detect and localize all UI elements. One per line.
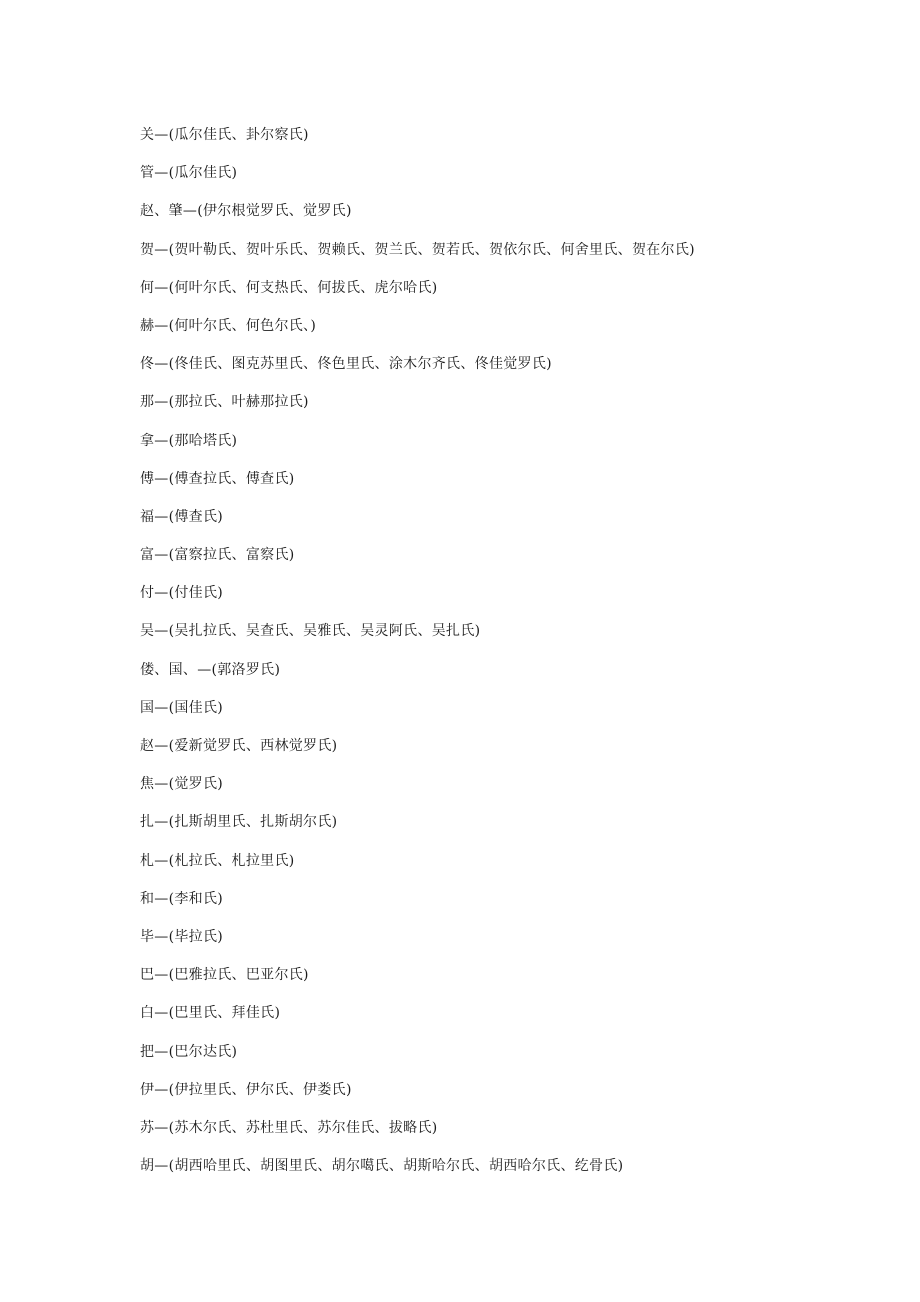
surname-entry: 焦—(觉罗氏) — [140, 776, 224, 793]
surname-entry: 扎—(扎斯胡里氏、扎斯胡尔氏) — [140, 814, 338, 831]
surname-entry: 毕—(毕拉氏) — [140, 928, 224, 945]
surname-entry: 付—(付佳氏) — [140, 585, 224, 602]
surname-list — [140, 116, 840, 1185]
surname-entry: 贺—(贺叶勒氏、贺叶乐氏、贺赖氏、贺兰氏、贺若氏、贺依尔氏、何舍里氏、贺在尔氏) — [140, 241, 695, 258]
surname-entry: 把—(巴尔达氏) — [140, 1043, 238, 1060]
surname-entry: 偻、国、—(郭洛罗氏) — [140, 661, 281, 678]
surname-entry: 傅—(傅查拉氏、傅查氏) — [140, 470, 295, 487]
surname-entry: 管—(瓜尔佳氏) — [140, 165, 238, 182]
surname-entry: 佟—(佟佳氏、图克苏里氏、佟色里氏、涂木尔齐氏、佟佳觉罗氏) — [140, 356, 552, 373]
surname-entry: 札—(札拉氏、札拉里氏) — [140, 852, 295, 869]
surname-entry: 关—(瓜尔佳氏、卦尔察氏) — [140, 127, 309, 143]
surname-entry: 赵、肇—(伊尔根觉罗氏、觉罗氏) — [140, 203, 352, 220]
surname-entry: 福—(傅查氏) — [140, 508, 224, 525]
surname-entry: 富—(富察拉氏、富察氏) — [140, 547, 295, 564]
surname-entry: 伊—(伊拉里氏、伊尔氏、伊娄氏) — [140, 1081, 352, 1098]
surname-entry: 何—(何叶尔氏、何支热氏、何拔氏、虎尔哈氏) — [140, 279, 438, 296]
surname-entry: 拿—(那哈塔氏) — [140, 432, 238, 449]
surname-entry: 吴—(吴扎拉氏、吴查氏、吴雅氏、吴灵阿氏、吴扎氏) — [140, 623, 481, 640]
surname-entry: 苏—(苏木尔氏、苏杜里氏、苏尔佳氏、拔略氏) — [140, 1119, 438, 1136]
surname-entry: 和—(李和氏) — [140, 890, 224, 907]
surname-entry: 胡—(胡西哈里氏、胡图里氏、胡尔噶氏、胡斯哈尔氏、胡西哈尔氏、纥骨氏) — [140, 1158, 624, 1175]
surname-entry: 白—(巴里氏、拜佳氏) — [140, 1005, 281, 1022]
surname-entry: 巴—(巴雅拉氏、巴亚尔氏) — [140, 967, 309, 984]
surname-entry: 赵—(爱新觉罗氏、西林觉罗氏) — [140, 738, 338, 754]
surname-entry: 那—(那拉氏、叶赫那拉氏) — [140, 394, 309, 411]
surname-entry: 赫—(何叶尔氏、何色尔氏、) — [140, 317, 317, 334]
surname-entry: 国—(国佳氏) — [140, 699, 224, 716]
